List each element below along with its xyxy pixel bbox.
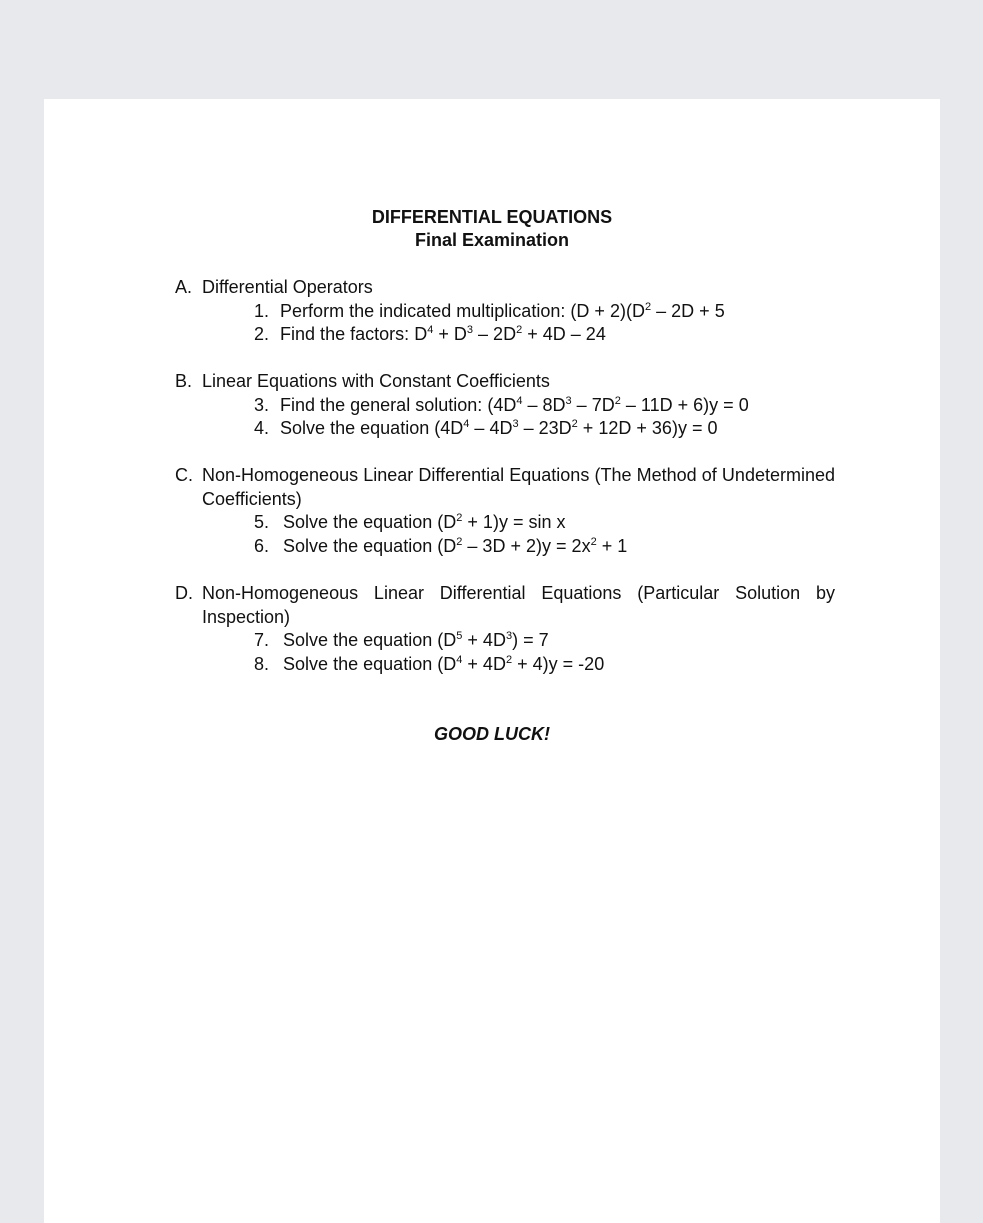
question-list — [175, 394, 835, 441]
section-letter: D. — [175, 583, 193, 603]
section-d — [175, 582, 835, 676]
question-text: Find the general solution: $(4D^4 - 8D^3 - 7D^2 - 11D + 6)y = 0$ — [280, 394, 749, 415]
question-number: 7. — [254, 630, 270, 650]
section-letter: B. — [175, 371, 193, 391]
section-b — [175, 370, 835, 441]
question-item — [254, 323, 835, 347]
section-title: Differential Operators — [202, 277, 373, 297]
question-number: 1. — [254, 300, 270, 321]
question-item — [254, 394, 835, 418]
exam-page — [44, 99, 940, 1223]
question-text: Solve the equation $(D^5 + 4D^3) = 7$ — [283, 630, 549, 650]
section-title: Non-Homogeneous Linear Differential Equations (The Method of Undetermined Coefficients) — [202, 465, 835, 509]
question-text: Solve the equation $(D^2 + 1)y = \sin x$ — [283, 512, 566, 532]
section-letter: C. — [175, 465, 193, 485]
question-list — [175, 511, 835, 558]
section-heading — [175, 370, 835, 394]
question-text: Solve the equation $(4D^4 - 4D^3 - 23D^2 + 12D + 36)y = 0$ — [280, 418, 718, 438]
question-text: Solve the equation $(D^2 - 3D + 2)y = 2x^2 + 1$ — [283, 535, 628, 556]
question-item — [254, 511, 835, 535]
question-item — [254, 535, 835, 559]
question-number: 2. — [254, 324, 270, 344]
section-heading — [175, 582, 835, 629]
question-list — [175, 300, 835, 347]
question-item — [254, 629, 835, 653]
question-text: Solve the equation $(D^4 + 4D^2 + 4)y = -20$ — [283, 653, 605, 674]
question-number: 5. — [254, 512, 270, 532]
question-item — [254, 417, 835, 441]
section-title: Non-Homogeneous Linear Differential Equations (Particular Solution by Inspection) — [202, 583, 835, 627]
question-number: 6. — [254, 535, 270, 556]
question-number: 8. — [254, 653, 270, 674]
exam-subtitle: Final Examination — [414, 230, 570, 250]
question-item — [254, 653, 835, 677]
section-heading — [175, 276, 835, 300]
question-list — [175, 629, 835, 676]
section-c — [175, 464, 835, 558]
question-number: 4. — [254, 418, 270, 438]
section-heading — [175, 464, 835, 511]
question-text: Perform the indicated multiplication: $(D + 2)(D^2 - 2D + 5$ — [280, 300, 725, 321]
section-title: Linear Equations with Constant Coefficients — [202, 371, 550, 391]
section-letter: A. — [175, 277, 193, 297]
exam-title: DIFFERENTIAL EQUATIONS — [371, 207, 613, 227]
question-item — [254, 300, 835, 324]
question-number: 3. — [254, 394, 270, 415]
section-a — [175, 276, 835, 347]
closing-message: GOOD LUCK! — [434, 724, 550, 744]
question-text: Find the factors: $D^4 + D^3 - 2D^2 + 4D - 24$ — [280, 324, 606, 344]
